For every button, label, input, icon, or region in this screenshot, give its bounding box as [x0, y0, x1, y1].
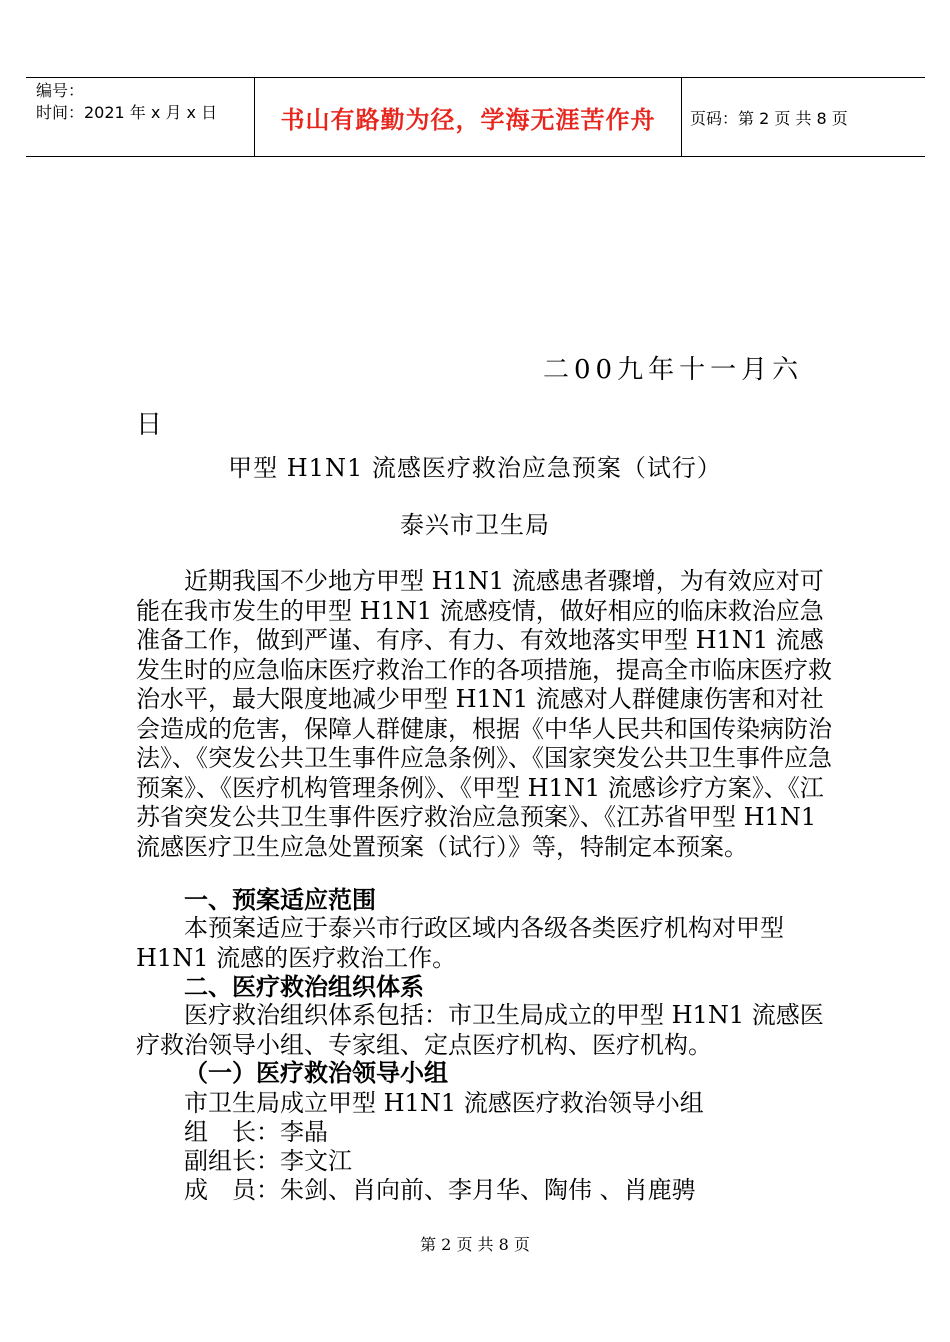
document-date: 二00九年十一月六 — [543, 355, 804, 385]
subsection1-heading: （一）医疗救治领导小组 — [184, 1059, 448, 1087]
page-footer: 第 2 页 共 8 页 — [420, 1235, 530, 1254]
document-date-tail: 日 — [136, 410, 163, 440]
section1-paragraph: 本预案适应于泰兴市行政区域内各级各类医疗机构对甲型 H1N1 流感的医疗救治工作。 — [136, 914, 784, 972]
header-motto-cell — [254, 78, 682, 156]
subsection1-text: 市卫生局成立甲型 H1N1 流感医疗救治领导小组 — [184, 1089, 704, 1117]
section2-heading: 二、医疗救治组织体系 — [184, 973, 424, 1001]
section1-heading: 一、预案适应范围 — [184, 886, 376, 914]
members-line: 成 员：朱剑、肖向前、李月华、陶伟 、肖鹿骋 — [184, 1176, 696, 1204]
document-title: 甲型 H1N1 流感医疗救治应急预案（试行） — [228, 454, 722, 482]
deputy-leader-line: 副组长：李文江 — [184, 1147, 352, 1175]
header-page-cell — [680, 78, 925, 156]
document-time-label: 时间：2021 年 x 月 x 日 — [36, 103, 218, 122]
document-organization: 泰兴市卫生局 — [400, 511, 550, 539]
section2-paragraph: 医疗救治组织体系包括：市卫生局成立的甲型 H1N1 流感医疗救治领导小组、专家组、定点医疗机构、医疗机构。 — [136, 1001, 824, 1059]
intro-paragraph: 近期我国不少地方甲型 H1N1 流感患者骤增，为有效应对可能在我市发生的甲型 H1N1 流感疫情，做好相应的临床救治应急准备工作，做到严谨、有序、有力、有效地落实甲型 H1N1 流感发生时的应急临床医疗救治工作的各项措施，提高全市临床医疗救治水平，最大限度地减少甲型 H1N1 流感对人群健康伤害和对社会造成的危害，保障人群健康，根据《中华人民共和国传染病防治法》、《突发公共卫生事件应急条例》、《国家突发公共卫生事件应急预案》、《医疗机构管理条例》、《甲型 H1N1 流感诊疗方案》、《江苏省突发公共卫生事件医疗救治应急预案》、《江苏省甲型 H1N1 流感医疗卫生应急处置预案（试行）》等，特制定本预案。 — [136, 567, 832, 861]
header-motto: 书山有路勤为径，学海无涯苦作舟 — [280, 105, 656, 134]
document-header — [26, 77, 925, 157]
header-page-number: 页码：第 2 页 共 8 页 — [690, 108, 848, 128]
header-meta-cell — [26, 78, 254, 156]
document-number-label: 编号： — [36, 81, 85, 100]
leader-line: 组 长：李晶 — [184, 1118, 328, 1146]
